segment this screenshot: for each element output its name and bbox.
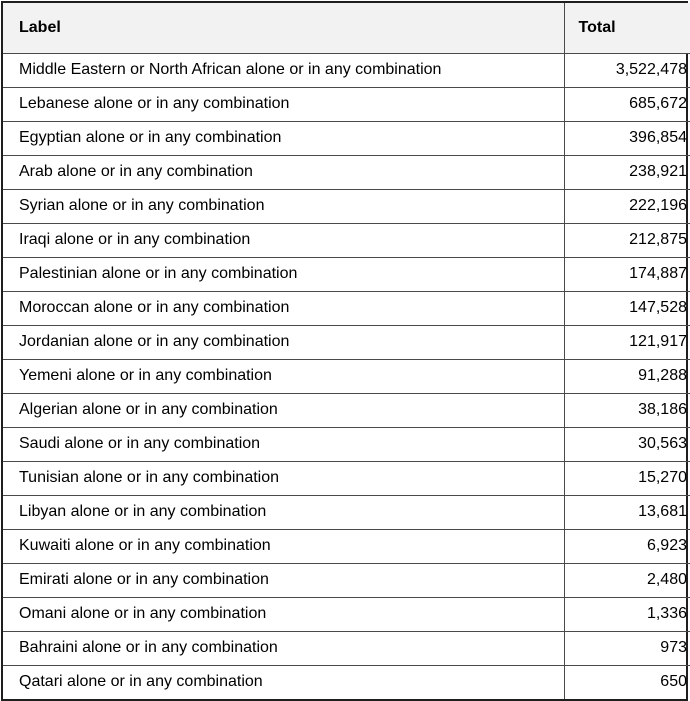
table-row bbox=[3, 189, 690, 223]
row-total-cell: 212,875 bbox=[564, 223, 690, 257]
row-label-cell: Iraqi alone or in any combination bbox=[3, 223, 564, 257]
table-row bbox=[3, 257, 690, 291]
row-total-cell: 3,522,478 bbox=[564, 53, 690, 87]
row-label-cell: Lebanese alone or in any combination bbox=[3, 87, 564, 121]
row-total-cell: 650 bbox=[660, 673, 687, 691]
table-row bbox=[3, 597, 690, 631]
table-row bbox=[3, 359, 690, 393]
header-row bbox=[3, 3, 690, 53]
row-label-cell: Algerian alone or in any combination bbox=[3, 393, 564, 427]
row-label-cell: Arab alone or in any combination bbox=[3, 155, 564, 189]
row-total-cell: 6,923 bbox=[564, 529, 690, 563]
row-label-cell: Middle Eastern or North African alone or in any combination bbox=[3, 53, 564, 87]
table-row bbox=[3, 325, 690, 359]
row-label-cell: Yemeni alone or in any combination bbox=[3, 359, 564, 393]
data-table-container bbox=[1, 1, 688, 701]
row-total-cell: 238,921 bbox=[564, 155, 690, 189]
row-label-cell: Qatari alone or in any combination bbox=[3, 665, 564, 699]
row-label-cell: Libyan alone or in any combination bbox=[3, 495, 564, 529]
row-label-cell: Egyptian alone or in any combination bbox=[3, 121, 564, 155]
table-row bbox=[3, 393, 690, 427]
data-table bbox=[3, 3, 690, 699]
row-total-cell: 13,681 bbox=[564, 495, 690, 529]
row-label-cell: Tunisian alone or in any combination bbox=[3, 461, 564, 495]
table-row bbox=[3, 563, 690, 597]
table-row bbox=[3, 87, 690, 121]
column-header-total: Total bbox=[564, 3, 690, 53]
row-total-cell: 396,854 bbox=[564, 121, 690, 155]
table-row bbox=[3, 291, 690, 325]
row-total-cell: 1,336 bbox=[564, 597, 690, 631]
table-row bbox=[3, 461, 690, 495]
row-label-cell: Kuwaiti alone or in any combination bbox=[3, 529, 564, 563]
table-body bbox=[3, 53, 690, 699]
row-total-cell: 973 bbox=[564, 631, 690, 665]
table-row bbox=[3, 665, 690, 699]
table-row bbox=[3, 495, 690, 529]
row-total-cell: 685,672 bbox=[564, 87, 690, 121]
row-total-cell: 38,186 bbox=[564, 393, 690, 427]
table-row bbox=[3, 155, 690, 189]
row-label-cell: Emirati alone or in any combination bbox=[3, 563, 564, 597]
row-total-cell: 121,917 bbox=[564, 325, 690, 359]
row-label-cell: Jordanian alone or in any combination bbox=[3, 325, 564, 359]
row-label-cell: Omani alone or in any combination bbox=[3, 597, 564, 631]
row-total-cell: 222,196 bbox=[564, 189, 690, 223]
table-row bbox=[3, 223, 690, 257]
row-total-cell: 91,288 bbox=[564, 359, 690, 393]
row-label-cell: Moroccan alone or in any combination bbox=[3, 291, 564, 325]
table-row bbox=[3, 121, 690, 155]
column-header-label: Label bbox=[3, 3, 564, 53]
table-row bbox=[3, 427, 690, 461]
table-row bbox=[3, 631, 690, 665]
row-label-cell: Palestinian alone or in any combination bbox=[3, 257, 564, 291]
row-label-cell: Syrian alone or in any combination bbox=[3, 189, 564, 223]
row-total-cell: 30,563 bbox=[564, 427, 690, 461]
table-row bbox=[3, 529, 690, 563]
row-total-cell: 174,887 bbox=[564, 257, 690, 291]
row-total-cell: 15,270 bbox=[564, 461, 690, 495]
row-label-cell: Saudi alone or in any combination bbox=[3, 427, 564, 461]
row-label-cell: Bahraini alone or in any combination bbox=[3, 631, 564, 665]
row-total-cell: 2,480 bbox=[564, 563, 690, 597]
table-row bbox=[3, 53, 690, 87]
table-header bbox=[3, 3, 690, 53]
row-total-cell: 147,528 bbox=[564, 291, 690, 325]
